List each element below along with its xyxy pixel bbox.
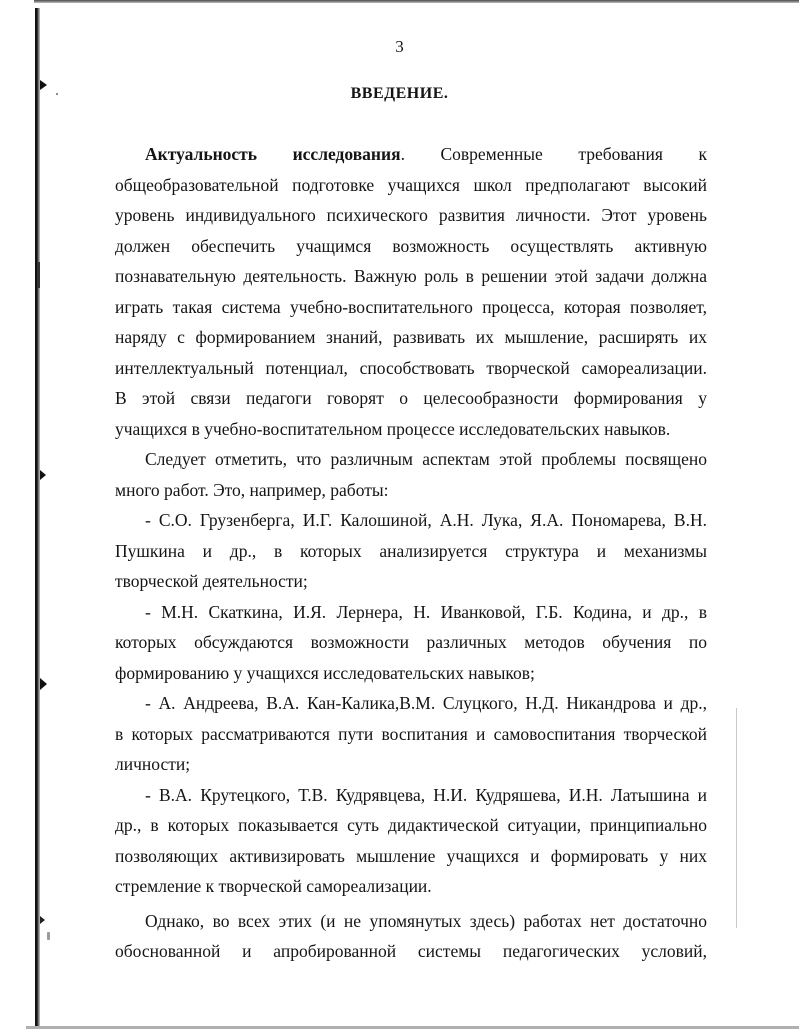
scan-artifact <box>736 708 737 928</box>
text-line: Однако, во всех этих (и не упомянутых здесь) работах нет достаточно <box>145 910 707 931</box>
text-line: - М.Н. Скаткина, И.Я. Лернера, Н. Иванковой, Г.Б. Кодина, и др., в <box>145 601 707 622</box>
text-line: наряду с формированием знаний, развивать их мышление, расширять их <box>115 327 707 347</box>
text-line: познавательную деятельность. Важную роль в решении этой задачи должна <box>115 266 707 286</box>
text-line: должен обеспечить учащимся возможность осуществлять активную <box>115 235 707 256</box>
text-line: играть такая система учебно-воспитательного процесса, которая позволяет, <box>115 296 707 317</box>
punch-mark <box>40 470 46 480</box>
text-line: Актуальность исследования. Современные требования к <box>145 144 707 164</box>
page-number: 3 <box>395 37 404 56</box>
text-line: личности; <box>115 754 191 774</box>
text-line: учащихся в учебно-воспитательном процессе исследовательских навыков. <box>115 418 671 439</box>
text-line: общеобразовательной подготовке учащихся школ предполагают высокий <box>115 174 707 195</box>
text-line: др., в которых показывается суть дидактической ситуации, принципиально <box>115 815 707 835</box>
text-line: позволяющих активизировать мышление учащихся и формировать у них <box>115 845 707 866</box>
punch-mark <box>40 678 47 690</box>
section-heading: ВВЕДЕНИЕ. <box>350 85 449 102</box>
text-line: обоснованной и апробированной системы педагогических условий, <box>115 941 707 961</box>
text-line: стремление к творческой самореализации. <box>115 876 432 896</box>
text-line: которых обсуждаются возможности различных методов обучения по <box>115 632 707 652</box>
text-line: Пушкина и др., в которых анализируется структура и механизмы <box>115 540 707 561</box>
text-line: - С.О. Грузенберга, И.Г. Калошиной, А.Н. Лука, Я.А. Пономарева, В.Н. <box>145 510 707 530</box>
scan-artifact <box>38 262 40 288</box>
text-line: уровень индивидуального психического развития личности. Этот уровень <box>115 205 707 225</box>
scan-edge-top <box>34 0 799 3</box>
text-line: Следует отметить, что различным аспектам этой проблемы посвящено <box>145 449 707 469</box>
text-line: - А. Андреева, В.А. Кан-Калика,В.М. Слуцкого, Н.Д. Никандрова и др., <box>145 693 707 713</box>
text-line: формированию у учащихся исследовательских навыков; <box>115 662 535 683</box>
text-line: много работ. Это, например, работы: <box>115 479 389 500</box>
scan-binding-bar <box>35 8 40 1026</box>
body-text <box>115 139 707 967</box>
text-line: интеллектуальный потенциал, способствовать творческой самореализации. <box>115 357 707 378</box>
bold-phrase: Актуальность исследования <box>145 144 401 164</box>
text-line: в которых рассматриваются пути воспитания и самовоспитания творческой <box>115 723 707 744</box>
scan-speck <box>47 932 50 940</box>
punch-mark <box>40 916 45 924</box>
text-line: В этой связи педагоги говорят о целесообразности формирования у <box>115 388 707 408</box>
text-line: - В.А. Крутецкого, Т.В. Кудрявцева, Н.И. Кудряшева, И.Н. Латышина и <box>145 784 707 805</box>
text-line: творческой деятельности; <box>115 571 308 591</box>
